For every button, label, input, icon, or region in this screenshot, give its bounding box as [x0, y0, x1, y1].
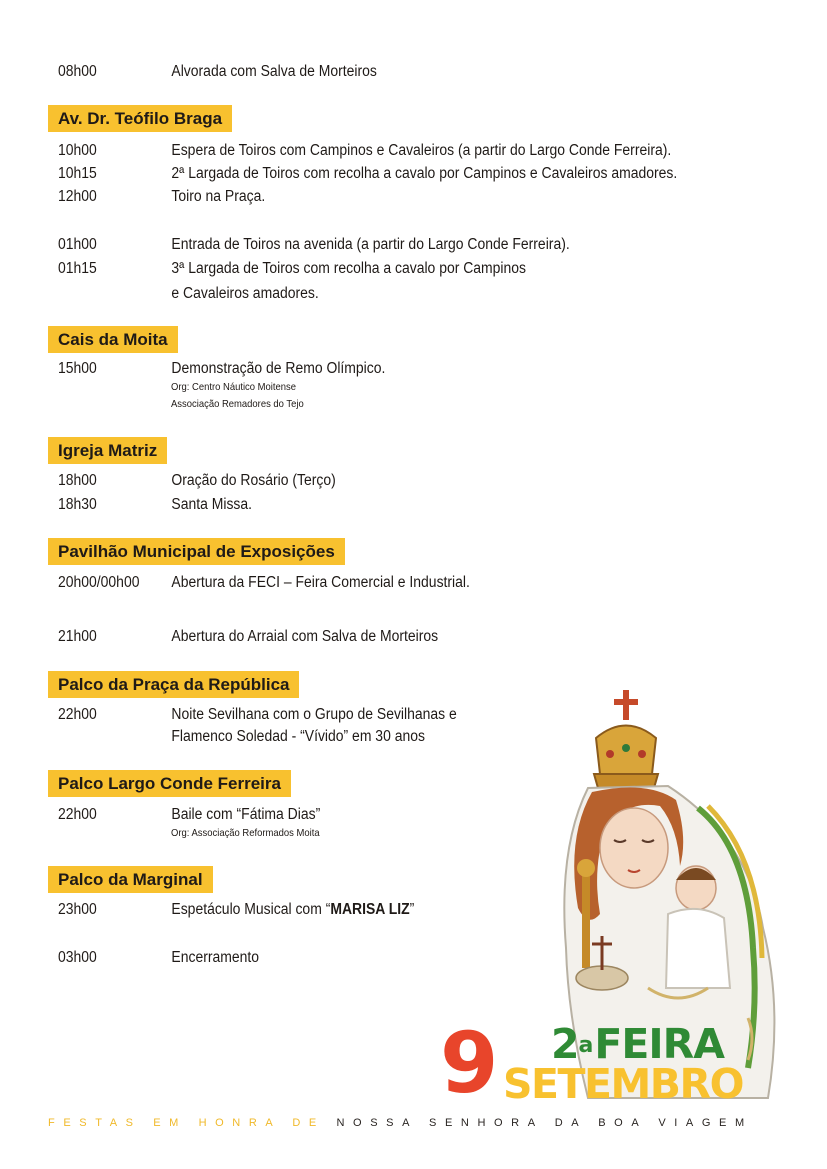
footer-part1: FESTAS EM HONRA DE [48, 1117, 325, 1129]
weekday-text: FEIRA [594, 1020, 724, 1068]
event-time: 23h00 [58, 901, 97, 918]
event-description: Noite Sevilhana com o Grupo de Sevilhanas e [171, 706, 457, 723]
event-time: 03h00 [58, 949, 97, 966]
event-time: 08h00 [58, 63, 97, 80]
section-header-marginal: Palco da Marginal [48, 866, 213, 893]
artist-name: MARISA LIZ [330, 901, 410, 918]
event-description: Encerramento [171, 949, 260, 966]
section-header-pavilhao: Pavilhão Municipal de Exposições [48, 538, 345, 565]
event-description-text: ” [409, 901, 415, 918]
event-description: Santa Missa. [171, 496, 253, 513]
event-description: Demonstração de Remo Olímpico. [171, 360, 386, 377]
footer-tagline [48, 1115, 753, 1131]
event-time: 10h15 [58, 165, 97, 182]
event-time: 22h00 [58, 806, 97, 823]
event-time: 01h15 [58, 260, 97, 277]
event-time: 21h00 [58, 628, 97, 645]
event-time: 22h00 [58, 706, 97, 723]
section-header-largo-conde-ferreira: Palco Largo Conde Ferreira [48, 770, 291, 797]
event-organizer: Org: Associação Reformados Moita [171, 827, 320, 839]
event-description-line2: Flamenco Soledad - “Vívido” em 30 anos [171, 728, 425, 745]
event-description: Toiro na Praça. [171, 188, 266, 205]
date-day: 9 [440, 1014, 499, 1112]
event-description-text: Espetáculo Musical com “ [171, 901, 331, 918]
section-header-igreja-matriz: Igreja Matriz [48, 437, 167, 464]
weekday-number: 2 [551, 1020, 579, 1068]
event-time: 18h30 [58, 496, 97, 513]
event-time: 12h00 [58, 188, 97, 205]
event-time: 15h00 [58, 360, 97, 377]
event-organizer: Org: Centro Náutico Moitense [171, 381, 297, 393]
event-organizer: Associação Remadores do Tejo [171, 398, 304, 410]
event-description: Oração do Rosário (Terço) [171, 472, 336, 489]
event-description [171, 898, 414, 922]
event-description: Entrada de Toiros na avenida (a partir do Largo Conde Ferreira). [171, 236, 570, 253]
event-description: 3ª Largada de Toiros com recolha a cavalo por Campinos [171, 260, 527, 277]
section-header-teofilo-braga: Av. Dr. Teófilo Braga [48, 105, 232, 132]
event-description: Baile com “Fátima Dias” [171, 806, 321, 823]
event-time: 20h00/00h00 [58, 574, 140, 591]
footer-part2: NOSSA SENHORA DA BOA VIAGEM [336, 1117, 753, 1129]
event-description: Alvorada com Salva de Morteiros [171, 63, 377, 80]
event-time: 01h00 [58, 236, 97, 253]
section-header-cais-da-moita: Cais da Moita [48, 326, 178, 353]
section-header-praca-republica: Palco da Praça da República [48, 671, 299, 698]
event-description-line2: e Cavaleiros amadores. [171, 285, 319, 302]
event-description: Abertura da FECI – Feira Comercial e Industrial. [171, 574, 470, 591]
event-time: 10h00 [58, 142, 97, 159]
event-description: Espera de Toiros com Campinos e Cavaleiros (a partir do Largo Conde Ferreira). [171, 142, 672, 159]
event-description: 2ª Largada de Toiros com recolha a cavalo por Campinos e Cavaleiros amadores. [171, 165, 678, 182]
event-description: Abertura do Arraial com Salva de Morteiros [171, 628, 439, 645]
weekday-ordinal: a [578, 1033, 593, 1058]
date-month: SETEMBRO [503, 1060, 743, 1108]
event-time: 18h00 [58, 472, 97, 489]
